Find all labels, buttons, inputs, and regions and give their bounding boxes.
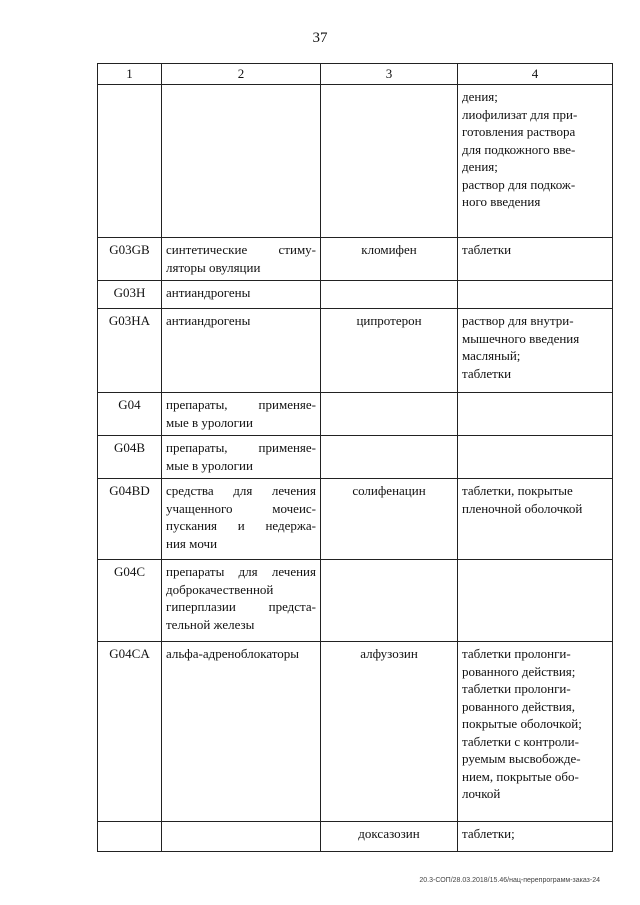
atc-code-cell: G03GB bbox=[98, 238, 162, 281]
dosage-form-line: рованного действия, bbox=[462, 698, 576, 714]
dosage-forms-cell bbox=[458, 238, 613, 281]
atc-code-cell bbox=[98, 822, 162, 852]
group-line: ляторы овуляции bbox=[166, 259, 261, 275]
group-line: доброкачественной bbox=[166, 581, 274, 597]
dosage-form-line: мышечного введения bbox=[462, 330, 580, 346]
footer-code: 20.3-СОП/28.03.2018/15.46/нац-перепрограмм-заказ-24 bbox=[419, 877, 600, 884]
atc-code-cell: G04CA bbox=[98, 642, 162, 822]
dosage-form-line: дения; bbox=[462, 159, 498, 174]
group-line: препараты, применяе- bbox=[166, 440, 316, 455]
group-line: альфа-адреноблокаторы bbox=[166, 646, 300, 661]
drug-name-cell: кломифен bbox=[321, 238, 458, 281]
dosage-forms-cell bbox=[458, 560, 613, 642]
dosage-forms-cell bbox=[458, 436, 613, 479]
group-cell bbox=[162, 393, 321, 436]
table-row bbox=[98, 309, 613, 393]
drug-table-body bbox=[98, 64, 613, 852]
dosage-form-line: пленочной оболочкой bbox=[462, 500, 583, 516]
drug-name-cell bbox=[321, 393, 458, 436]
drug-name-cell: доксазозин bbox=[321, 822, 458, 852]
drug-name-cell: алфузозин bbox=[321, 642, 458, 822]
group-line: ния мочи bbox=[166, 535, 218, 551]
table-row bbox=[98, 822, 613, 852]
group-cell bbox=[162, 238, 321, 281]
column-header-2: 2 bbox=[162, 64, 321, 85]
dosage-form-line: рованного действия; bbox=[462, 663, 576, 679]
group-cell bbox=[162, 479, 321, 560]
dosage-forms-cell bbox=[458, 85, 613, 238]
dosage-form-line: дения; bbox=[462, 89, 498, 104]
group-line: учащенного мочеис- bbox=[166, 500, 316, 516]
dosage-forms-cell bbox=[458, 393, 613, 436]
dosage-form-line: покрытые оболочкой; bbox=[462, 716, 582, 731]
table-row bbox=[98, 560, 613, 642]
atc-code-cell: G03HA bbox=[98, 309, 162, 393]
column-header-1: 1 bbox=[98, 64, 162, 85]
dosage-form-line: лочкой bbox=[462, 786, 501, 801]
dosage-form-line: раствор для внутри- bbox=[462, 313, 574, 328]
drug-name-cell bbox=[321, 85, 458, 238]
atc-code-cell: G04C bbox=[98, 560, 162, 642]
dosage-form-line: нием, покрытые обо- bbox=[462, 768, 579, 784]
drug-name-cell: солифенацин bbox=[321, 479, 458, 560]
group-line: синтетические стиму- bbox=[166, 242, 316, 257]
drug-name-cell: ципротерон bbox=[321, 309, 458, 393]
group-cell bbox=[162, 85, 321, 238]
dosage-forms-cell bbox=[458, 822, 613, 852]
table-row bbox=[98, 642, 613, 822]
dosage-form-line: готовления раствора bbox=[462, 124, 576, 139]
group-line: мые в урологии bbox=[166, 414, 253, 430]
drug-name-cell bbox=[321, 436, 458, 479]
group-line: гиперплазии предста- bbox=[166, 599, 316, 614]
dosage-forms-cell bbox=[458, 281, 613, 309]
dosage-form-line: таблетки bbox=[462, 242, 512, 257]
drug-name-cell bbox=[321, 281, 458, 309]
dosage-form-line: таблетки пролонги- bbox=[462, 681, 571, 696]
table-row bbox=[98, 85, 613, 238]
group-line: антиандрогены bbox=[166, 285, 251, 300]
dosage-form-line: для подкожного вве- bbox=[462, 141, 576, 157]
group-line: мые в урологии bbox=[166, 457, 253, 473]
table-row bbox=[98, 479, 613, 560]
atc-code-cell: G04BD bbox=[98, 479, 162, 560]
column-header-3: 3 bbox=[321, 64, 458, 85]
group-cell bbox=[162, 281, 321, 309]
dosage-form-line: раствор для подкож- bbox=[462, 176, 576, 192]
group-line: антиандрогены bbox=[166, 313, 251, 328]
table-row bbox=[98, 238, 613, 281]
dosage-forms-cell bbox=[458, 309, 613, 393]
page-number: 37 bbox=[312, 30, 328, 46]
drug-table bbox=[97, 63, 613, 852]
dosage-form-line: таблетки; bbox=[462, 826, 515, 841]
dosage-form-line: масляный; bbox=[462, 348, 521, 363]
dosage-form-line: таблетки bbox=[462, 365, 512, 381]
dosage-form-line: руемым высвобожде- bbox=[462, 751, 581, 766]
group-cell bbox=[162, 642, 321, 822]
column-header-4: 4 bbox=[458, 64, 613, 85]
group-line: пускания и недержа- bbox=[166, 518, 316, 533]
group-cell bbox=[162, 560, 321, 642]
table-row bbox=[98, 393, 613, 436]
atc-code-cell: G04 bbox=[98, 393, 162, 436]
group-cell bbox=[162, 436, 321, 479]
group-line: тельной железы bbox=[166, 616, 255, 632]
dosage-form-line: таблетки пролонги- bbox=[462, 646, 571, 661]
dosage-form-line: лиофилизат для при- bbox=[462, 106, 578, 122]
atc-code-cell bbox=[98, 85, 162, 238]
dosage-form-line: таблетки, покрытые bbox=[462, 483, 573, 498]
dosage-form-line: ного введения bbox=[462, 194, 541, 209]
drug-name-cell bbox=[321, 560, 458, 642]
group-cell bbox=[162, 822, 321, 852]
group-cell bbox=[162, 309, 321, 393]
table-row bbox=[98, 436, 613, 479]
atc-code-cell: G03H bbox=[98, 281, 162, 309]
group-line: препараты для лечения bbox=[166, 564, 316, 579]
group-line: средства для лечения bbox=[166, 483, 316, 498]
dosage-forms-cell bbox=[458, 479, 613, 560]
header-row bbox=[98, 64, 613, 85]
group-line: препараты, применяе- bbox=[166, 397, 316, 412]
dosage-form-line: таблетки с контроли- bbox=[462, 733, 579, 749]
dosage-forms-cell bbox=[458, 642, 613, 822]
atc-code-cell: G04B bbox=[98, 436, 162, 479]
table-row bbox=[98, 281, 613, 309]
